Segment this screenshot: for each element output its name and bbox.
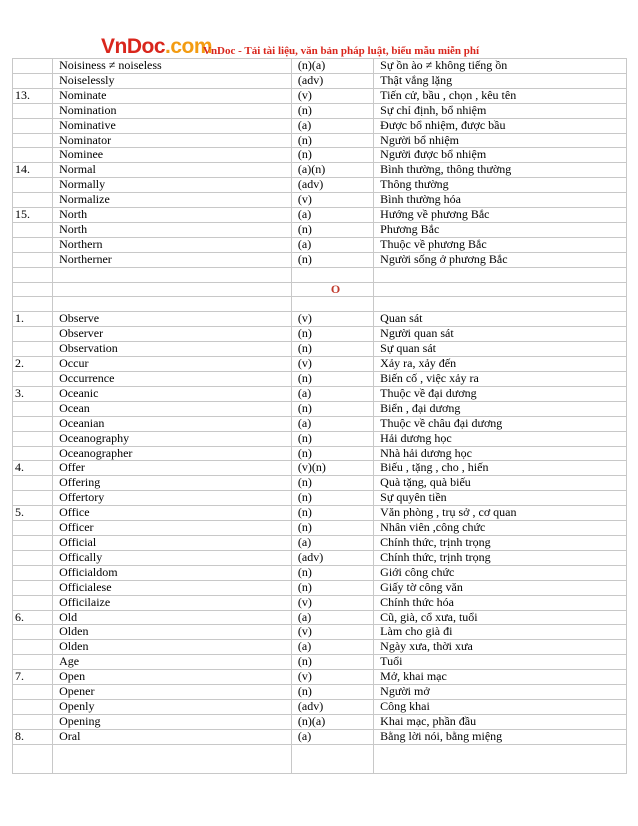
entry-part-of-speech: (v) bbox=[291, 193, 373, 208]
table-row bbox=[13, 476, 627, 491]
entry-meaning: Chính thức hóa bbox=[374, 595, 627, 610]
section-letter-cell bbox=[291, 282, 373, 297]
entry-number bbox=[13, 416, 53, 431]
entry-number bbox=[13, 282, 53, 297]
entry-meaning: Giới công chức bbox=[374, 565, 627, 580]
section-letter: O bbox=[330, 282, 341, 296]
entry-part-of-speech: (n) bbox=[291, 431, 373, 446]
entry-word: Oceanic bbox=[53, 386, 292, 401]
entry-word: Open bbox=[53, 670, 292, 685]
entry-meaning: Quan sát bbox=[374, 312, 627, 327]
entry-word: Normally bbox=[53, 178, 292, 193]
entry-word: Northerner bbox=[53, 252, 292, 267]
entry-meaning: Xảy ra, xảy đến bbox=[374, 357, 627, 372]
entry-part-of-speech: (n) bbox=[291, 655, 373, 670]
entry-number bbox=[13, 625, 53, 640]
entry-meaning: Nhà hải dương học bbox=[374, 446, 627, 461]
entry-meaning: Người quan sát bbox=[374, 327, 627, 342]
table-row bbox=[13, 386, 627, 401]
table-row bbox=[13, 610, 627, 625]
entry-number bbox=[13, 73, 53, 88]
table-row bbox=[13, 222, 627, 237]
entry-number bbox=[13, 580, 53, 595]
entry-part-of-speech: (a) bbox=[291, 208, 373, 223]
entry-word: Normal bbox=[53, 163, 292, 178]
table-row bbox=[13, 506, 627, 521]
entry-part-of-speech bbox=[291, 744, 373, 773]
entry-number bbox=[13, 431, 53, 446]
entry-word: Normalize bbox=[53, 193, 292, 208]
entry-number bbox=[13, 267, 53, 282]
entry-word: Oceanian bbox=[53, 416, 292, 431]
entry-part-of-speech: (a) bbox=[291, 118, 373, 133]
table-row bbox=[13, 118, 627, 133]
entry-part-of-speech bbox=[291, 267, 373, 282]
vocabulary-table bbox=[12, 58, 627, 774]
entry-meaning: Giấy tờ công văn bbox=[374, 580, 627, 595]
entry-number bbox=[13, 103, 53, 118]
entry-word: Officialese bbox=[53, 580, 292, 595]
entry-word: Nomination bbox=[53, 103, 292, 118]
entry-meaning: Ngày xưa, thời xưa bbox=[374, 640, 627, 655]
logo-text-vndoc: VnDoc bbox=[101, 35, 166, 58]
entry-word: Offer bbox=[53, 461, 292, 476]
entry-part-of-speech: (v) bbox=[291, 670, 373, 685]
entry-part-of-speech: (n) bbox=[291, 103, 373, 118]
entry-meaning: Sự quyên tiền bbox=[374, 491, 627, 506]
entry-meaning: Biển , đại dương bbox=[374, 401, 627, 416]
entry-word: Official bbox=[53, 535, 292, 550]
entry-number: 1. bbox=[13, 312, 53, 327]
entry-number bbox=[13, 595, 53, 610]
entry-word: Nominee bbox=[53, 148, 292, 163]
header-tagline: VnDoc - Tải tài liệu, văn bản pháp luật, biểu mẫu miễn phí bbox=[203, 45, 480, 57]
table-row bbox=[13, 714, 627, 729]
table-row bbox=[13, 208, 627, 223]
table-row bbox=[13, 565, 627, 580]
entry-meaning: Hướng về phương Bắc bbox=[374, 208, 627, 223]
entry-part-of-speech: (v) bbox=[291, 88, 373, 103]
entry-meaning: Bằng lời nói, bằng miệng bbox=[374, 729, 627, 744]
entry-word: Olden bbox=[53, 640, 292, 655]
entry-part-of-speech: (n)(a) bbox=[291, 59, 373, 74]
table-row bbox=[13, 59, 627, 74]
entry-part-of-speech: (a) bbox=[291, 535, 373, 550]
entry-meaning bbox=[374, 282, 627, 297]
entry-word: Noiselessly bbox=[53, 73, 292, 88]
entry-number bbox=[13, 372, 53, 387]
entry-meaning: Chính thức, trịnh trọng bbox=[374, 550, 627, 565]
entry-meaning: Quà tặng, quà biếu bbox=[374, 476, 627, 491]
entry-meaning: Biếu , tặng , cho , hiến bbox=[374, 461, 627, 476]
entry-word: Officialdom bbox=[53, 565, 292, 580]
entry-number: 14. bbox=[13, 163, 53, 178]
entry-word: Opening bbox=[53, 714, 292, 729]
table-row bbox=[13, 416, 627, 431]
entry-number bbox=[13, 491, 53, 506]
vndoc-logo[interactable] bbox=[101, 36, 212, 58]
entry-word: Oceanography bbox=[53, 431, 292, 446]
table-row bbox=[13, 580, 627, 595]
entry-word: Northern bbox=[53, 237, 292, 252]
entry-word: Ocean bbox=[53, 401, 292, 416]
entry-meaning: Người bổ nhiệm bbox=[374, 133, 627, 148]
table-row bbox=[13, 535, 627, 550]
entry-meaning: Hải dương học bbox=[374, 431, 627, 446]
entry-number bbox=[13, 714, 53, 729]
entry-number: 6. bbox=[13, 610, 53, 625]
entry-part-of-speech: (adv) bbox=[291, 550, 373, 565]
entry-part-of-speech: (n) bbox=[291, 327, 373, 342]
entry-number bbox=[13, 133, 53, 148]
entry-number: 3. bbox=[13, 386, 53, 401]
section-letter-row bbox=[13, 282, 627, 297]
entry-number bbox=[13, 252, 53, 267]
entry-number bbox=[13, 297, 53, 312]
entry-meaning: Biến cố , việc xảy ra bbox=[374, 372, 627, 387]
entry-meaning: Mở, khai mạc bbox=[374, 670, 627, 685]
table-row bbox=[13, 685, 627, 700]
entry-meaning: Sự ồn ào ≠ không tiếng ồn bbox=[374, 59, 627, 74]
entry-part-of-speech: (n) bbox=[291, 521, 373, 536]
entry-part-of-speech: (adv) bbox=[291, 699, 373, 714]
entry-part-of-speech bbox=[291, 297, 373, 312]
entry-meaning: Bình thường, thông thường bbox=[374, 163, 627, 178]
table-row bbox=[13, 103, 627, 118]
table-row bbox=[13, 625, 627, 640]
table-row bbox=[13, 670, 627, 685]
entry-part-of-speech: (n) bbox=[291, 476, 373, 491]
entry-number bbox=[13, 565, 53, 580]
table-row bbox=[13, 178, 627, 193]
entry-meaning: Tiến cử, bầu , chọn , kêu tên bbox=[374, 88, 627, 103]
entry-meaning: Tuổi bbox=[374, 655, 627, 670]
entry-word bbox=[53, 282, 292, 297]
entry-part-of-speech: (a) bbox=[291, 386, 373, 401]
entry-part-of-speech: (a) bbox=[291, 729, 373, 744]
entry-number bbox=[13, 521, 53, 536]
entry-number bbox=[13, 148, 53, 163]
entry-part-of-speech: (n) bbox=[291, 565, 373, 580]
table-row bbox=[13, 133, 627, 148]
entry-number bbox=[13, 59, 53, 74]
table-row bbox=[13, 595, 627, 610]
entry-meaning: Khai mạc, phần đầu bbox=[374, 714, 627, 729]
table-row bbox=[13, 729, 627, 744]
table-row bbox=[13, 88, 627, 103]
entry-number bbox=[13, 640, 53, 655]
table-row bbox=[13, 640, 627, 655]
entry-number bbox=[13, 685, 53, 700]
entry-word: North bbox=[53, 208, 292, 223]
vocabulary-table-body bbox=[13, 59, 627, 774]
entry-word: North bbox=[53, 222, 292, 237]
entry-meaning: Thuộc về phương Bắc bbox=[374, 237, 627, 252]
table-row bbox=[13, 699, 627, 714]
entry-meaning: Cũ, già, cổ xưa, tuổi bbox=[374, 610, 627, 625]
entry-number: 15. bbox=[13, 208, 53, 223]
table-row bbox=[13, 744, 627, 773]
entry-word: Occur bbox=[53, 357, 292, 372]
entry-word: Occurrence bbox=[53, 372, 292, 387]
entry-part-of-speech: (n)(a) bbox=[291, 714, 373, 729]
entry-word: Oral bbox=[53, 729, 292, 744]
entry-meaning: Công khai bbox=[374, 699, 627, 714]
table-row bbox=[13, 401, 627, 416]
entry-meaning: Thật vắng lặng bbox=[374, 73, 627, 88]
entry-number bbox=[13, 118, 53, 133]
entry-word: Observer bbox=[53, 327, 292, 342]
table-row bbox=[13, 163, 627, 178]
entry-meaning: Sự quan sát bbox=[374, 342, 627, 357]
entry-meaning: Người được bổ nhiệm bbox=[374, 148, 627, 163]
entry-meaning: Chính thức, trịnh trọng bbox=[374, 535, 627, 550]
entry-word: Old bbox=[53, 610, 292, 625]
table-row bbox=[13, 267, 627, 282]
entry-number: 2. bbox=[13, 357, 53, 372]
entry-word: Nominate bbox=[53, 88, 292, 103]
table-row bbox=[13, 148, 627, 163]
entry-number bbox=[13, 342, 53, 357]
entry-word: Offically bbox=[53, 550, 292, 565]
entry-word: Office bbox=[53, 506, 292, 521]
table-row bbox=[13, 521, 627, 536]
entry-meaning bbox=[374, 297, 627, 312]
table-row bbox=[13, 372, 627, 387]
entry-part-of-speech: (a) bbox=[291, 640, 373, 655]
table-row bbox=[13, 252, 627, 267]
table-row bbox=[13, 312, 627, 327]
entry-number bbox=[13, 699, 53, 714]
table-row bbox=[13, 73, 627, 88]
entry-meaning bbox=[374, 267, 627, 282]
entry-part-of-speech: (n) bbox=[291, 401, 373, 416]
entry-meaning: Người mở bbox=[374, 685, 627, 700]
entry-part-of-speech: (v)(n) bbox=[291, 461, 373, 476]
entry-part-of-speech: (v) bbox=[291, 595, 373, 610]
entry-number bbox=[13, 222, 53, 237]
entry-part-of-speech: (a) bbox=[291, 610, 373, 625]
entry-word bbox=[53, 744, 292, 773]
entry-word: Noisiness ≠ noiseless bbox=[53, 59, 292, 74]
entry-part-of-speech: (adv) bbox=[291, 73, 373, 88]
table-row bbox=[13, 193, 627, 208]
table-row bbox=[13, 342, 627, 357]
entry-meaning: Thuộc về châu đại dương bbox=[374, 416, 627, 431]
table-row bbox=[13, 655, 627, 670]
entry-number bbox=[13, 535, 53, 550]
logo-text-com: .com bbox=[165, 35, 213, 58]
entry-meaning: Phương Bắc bbox=[374, 222, 627, 237]
entry-number: 8. bbox=[13, 729, 53, 744]
table-row bbox=[13, 327, 627, 342]
entry-meaning: Được bổ nhiệm, được bầu bbox=[374, 118, 627, 133]
entry-part-of-speech: (n) bbox=[291, 372, 373, 387]
entry-part-of-speech: (n) bbox=[291, 252, 373, 267]
entry-word bbox=[53, 267, 292, 282]
entry-number: 4. bbox=[13, 461, 53, 476]
table-row bbox=[13, 491, 627, 506]
entry-meaning: Bình thường hóa bbox=[374, 193, 627, 208]
entry-word: Offering bbox=[53, 476, 292, 491]
entry-meaning bbox=[374, 744, 627, 773]
entry-word: Oceanographer bbox=[53, 446, 292, 461]
entry-word: Officilaize bbox=[53, 595, 292, 610]
table-row bbox=[13, 461, 627, 476]
entry-number bbox=[13, 446, 53, 461]
entry-word: Observe bbox=[53, 312, 292, 327]
entry-number: 5. bbox=[13, 506, 53, 521]
entry-number bbox=[13, 237, 53, 252]
entry-number: 7. bbox=[13, 670, 53, 685]
entry-word: Observation bbox=[53, 342, 292, 357]
entry-word: Nominative bbox=[53, 118, 292, 133]
table-row bbox=[13, 237, 627, 252]
entry-word: Opener bbox=[53, 685, 292, 700]
entry-number bbox=[13, 327, 53, 342]
entry-word: Officer bbox=[53, 521, 292, 536]
entry-number bbox=[13, 655, 53, 670]
entry-number bbox=[13, 744, 53, 773]
entry-number bbox=[13, 193, 53, 208]
entry-part-of-speech: (a)(n) bbox=[291, 163, 373, 178]
entry-part-of-speech: (a) bbox=[291, 237, 373, 252]
table-row bbox=[13, 446, 627, 461]
entry-word: Olden bbox=[53, 625, 292, 640]
entry-word: Openly bbox=[53, 699, 292, 714]
entry-meaning: Người sống ở phương Bắc bbox=[374, 252, 627, 267]
entry-meaning: Sự chỉ định, bổ nhiệm bbox=[374, 103, 627, 118]
entry-meaning: Văn phòng , trụ sở , cơ quan bbox=[374, 506, 627, 521]
entry-word: Offertory bbox=[53, 491, 292, 506]
entry-part-of-speech: (n) bbox=[291, 133, 373, 148]
entry-number: 13. bbox=[13, 88, 53, 103]
table-row bbox=[13, 297, 627, 312]
entry-meaning: Thuộc về đại dương bbox=[374, 386, 627, 401]
entry-part-of-speech: (n) bbox=[291, 506, 373, 521]
entry-word: Age bbox=[53, 655, 292, 670]
entry-part-of-speech: (a) bbox=[291, 416, 373, 431]
entry-number bbox=[13, 401, 53, 416]
entry-part-of-speech: (n) bbox=[291, 222, 373, 237]
entry-part-of-speech: (n) bbox=[291, 491, 373, 506]
page-header bbox=[0, 36, 638, 58]
entry-word bbox=[53, 297, 292, 312]
entry-word: Nominator bbox=[53, 133, 292, 148]
entry-part-of-speech: (v) bbox=[291, 625, 373, 640]
entry-part-of-speech: (n) bbox=[291, 685, 373, 700]
entry-part-of-speech: (n) bbox=[291, 342, 373, 357]
entry-part-of-speech: (v) bbox=[291, 357, 373, 372]
entry-part-of-speech: (n) bbox=[291, 446, 373, 461]
entry-meaning: Thông thường bbox=[374, 178, 627, 193]
entry-number bbox=[13, 476, 53, 491]
entry-part-of-speech: (n) bbox=[291, 580, 373, 595]
table-row bbox=[13, 550, 627, 565]
entry-meaning: Nhân viên ,công chức bbox=[374, 521, 627, 536]
entry-part-of-speech: (n) bbox=[291, 148, 373, 163]
entry-part-of-speech: (adv) bbox=[291, 178, 373, 193]
table-row bbox=[13, 357, 627, 372]
entry-number bbox=[13, 178, 53, 193]
entry-number bbox=[13, 550, 53, 565]
entry-part-of-speech: (v) bbox=[291, 312, 373, 327]
table-row bbox=[13, 431, 627, 446]
entry-meaning: Làm cho già đi bbox=[374, 625, 627, 640]
